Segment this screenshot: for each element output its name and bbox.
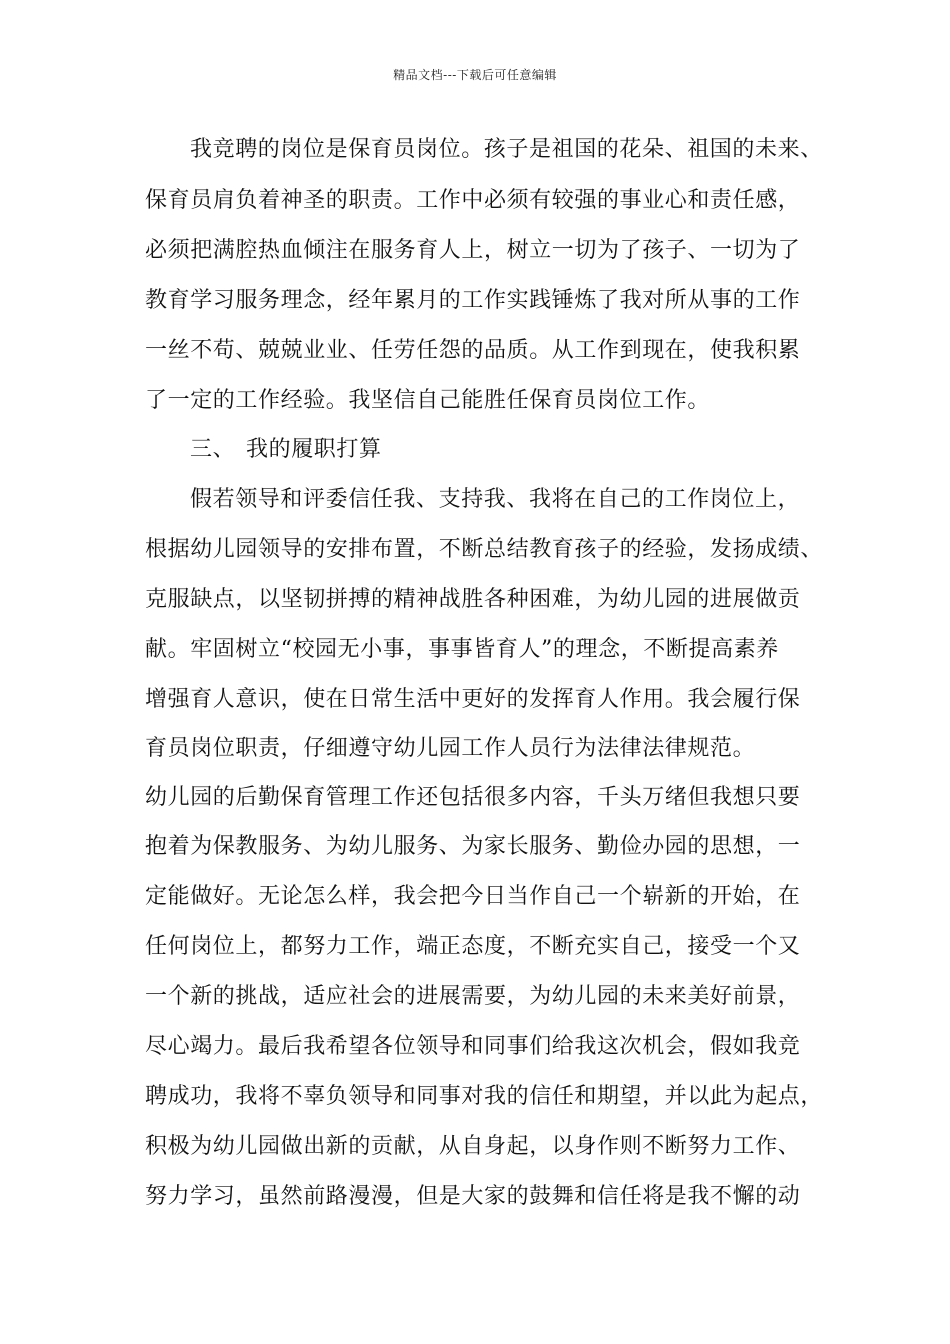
paragraph-line: 假若领导和评委信任我、支持我、我将在自己的工作岗位上， [190, 487, 801, 512]
paragraph-line: 献。牢固树立“校园无小事，事事皆育人”的理念，不断提高素养 [145, 637, 779, 662]
page-header: 精品文档---下载后可任意编辑 [393, 68, 557, 82]
paragraph-line: 一丝不苟、兢兢业业、任劳任怨的品质。从工作到现在，使我积累 [145, 338, 801, 363]
paragraph-line: 聘成功，我将不辜负领导和同事对我的信任和期望，并以此为起点， [145, 1084, 824, 1109]
paragraph-line: 尽心竭力。最后我希望各位领导和同事们给我这次机会，假如我竞 [145, 1034, 801, 1059]
paragraph-line: 必须把满腔热血倾注在服务育人上，树立一切为了孩子、一切为了 [145, 238, 801, 263]
section-number: 三、 [190, 437, 236, 462]
paragraph-line: 育员岗位职责，仔细遵守幼儿园工作人员行为法律法律规范。 [145, 736, 756, 761]
paragraph-line: 增强育人意识，使在日常生活中更好的发挥育人作用。我会履行保 [145, 687, 801, 712]
paragraph-line: 幼儿园的后勤保育管理工作还包括很多内容，千头万绪但我想只要 [145, 785, 801, 810]
paragraph-line: 努力学习，虽然前路漫漫，但是大家的鼓舞和信任将是我不懈的动 [145, 1184, 801, 1209]
paragraph-line: 一个新的挑战，适应社会的进展需要，为幼儿园的未来美好前景， [145, 984, 801, 1009]
paragraph-line: 积极为幼儿园做出新的贡献，从自身起，以身作则不断努力工作、 [145, 1134, 801, 1159]
section-title: 我的履职打算 [246, 437, 382, 462]
paragraph-line: 根据幼儿园领导的安排布置，不断总结教育孩子的经验，发扬成绩、 [145, 537, 824, 562]
paragraph-line: 我竞聘的岗位是保育员岗位。孩子是祖国的花朵、祖国的未来、 [190, 137, 823, 162]
paragraph-line: 克服缺点，以坚韧拼搏的精神战胜各种困难，为幼儿园的进展做贡 [145, 587, 801, 612]
paragraph-line: 保育员肩负着神圣的职责。工作中必须有较强的事业心和责任感， [145, 188, 801, 213]
paragraph-line: 任何岗位上，都努力工作，端正态度，不断充实自己，接受一个又 [145, 934, 801, 959]
paragraph-line: 了一定的工作经验。我坚信自己能胜任保育员岗位工作。 [145, 388, 711, 413]
paragraph-line: 定能做好。无论怎么样，我会把今日当作自己一个崭新的开始，在 [145, 884, 801, 909]
paragraph-line: 教育学习服务理念，经年累月的工作实践锤炼了我对所从事的工作 [145, 288, 801, 313]
paragraph-line: 抱着为保教服务、为幼儿服务、为家长服务、勤俭办园的思想，一 [145, 834, 801, 859]
section-heading [190, 435, 382, 465]
